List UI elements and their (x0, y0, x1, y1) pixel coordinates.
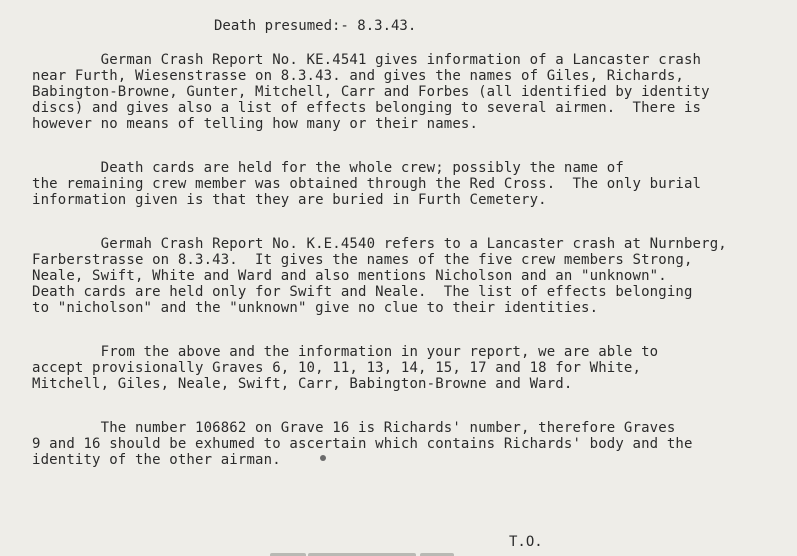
paragraph-2-line-3: information given is that they are buried in Furth Cemetery. (32, 192, 547, 208)
paragraph-5-line-3: identity of the other airman. (32, 452, 281, 468)
paragraph-1-line-5: however no means of telling how many or their names. (32, 116, 479, 132)
paragraph-4-line-2: accept provisionally Graves 6, 10, 11, 13, 14, 15, 17 and 18 for White, (32, 360, 642, 376)
paragraph-3-line-1: Germah Crash Report No. K.E.4540 refers to a Lancaster crash at Nurnberg, (32, 236, 727, 252)
document-heading: Death presumed:- 8.3.43. (214, 18, 417, 34)
paragraph-5-line-1: The number 106862 on Grave 16 is Richards' number, therefore Graves (32, 420, 676, 436)
paragraph-2-line-2: the remaining crew member was obtained through the Red Cross. The only burial (32, 176, 702, 192)
paragraph-1-line-2: near Furth, Wiesenstrasse on 8.3.43. and gives the names of Giles, Richards, (32, 68, 684, 84)
paragraph-3-line-4: Death cards are held only for Swift and Neale. The list of effects belonging (32, 284, 693, 300)
paragraph-1-line-3: Babington-Browne, Gunter, Mitchell, Carr and Forbes (all identified by identity (32, 84, 710, 100)
paragraph-3-line-3: Neale, Swift, White and Ward and also mentions Nicholson and an "unknown". (32, 268, 667, 284)
paragraph-4-line-1: From the above and the information in your report, we are able to (32, 344, 659, 360)
paragraph-3-line-2: Farberstrasse on 8.3.43. It gives the names of the five crew members Strong, (32, 252, 693, 268)
paragraph-1-line-1: German Crash Report No. KE.4541 gives information of a Lancaster crash (32, 52, 702, 68)
turn-over-note: T.O. (509, 534, 543, 550)
paragraph-1-line-4: discs) and gives also a list of effects belonging to several airmen. There is (32, 100, 702, 116)
paragraph-3-line-5: to "nicholson" and the "unknown" give no clue to their identities. (32, 300, 599, 316)
ink-dot (320, 455, 326, 461)
paragraph-2-line-1: Death cards are held for the whole crew; possibly the name of (32, 160, 624, 176)
paragraph-5-line-2: 9 and 16 should be exhumed to ascertain which contains Richards' body and the (32, 436, 693, 452)
paragraph-4-line-3: Mitchell, Giles, Neale, Swift, Carr, Babington-Browne and Ward. (32, 376, 573, 392)
